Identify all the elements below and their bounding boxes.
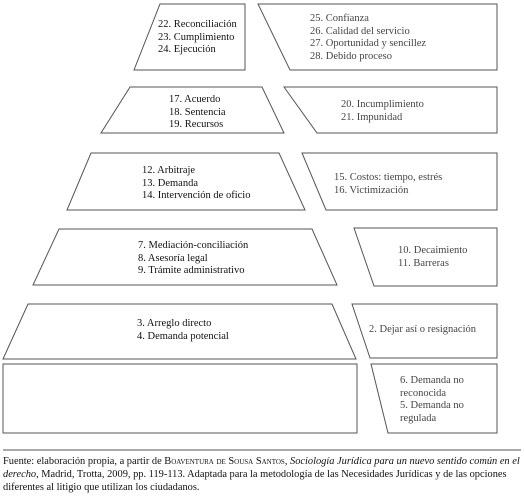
level-4-right-list	[334, 172, 442, 197]
level-5-right-list	[341, 99, 424, 124]
list-item: 2. Dejar así o resignación	[369, 324, 477, 335]
level-1-left-shape	[3, 364, 357, 433]
list-item: 23. Cumplimiento	[158, 31, 235, 43]
level-3-left-list	[138, 240, 248, 278]
list-item: 25. Confianza	[310, 13, 369, 24]
level-1-right-list	[400, 375, 492, 425]
caption-prefix: Fuente: elaboración propia, a partir de	[3, 456, 165, 467]
list-item: 5. Demanda no regulada	[400, 400, 464, 424]
list-item: 7. Mediación-conciliación	[138, 240, 249, 251]
list-item: 11. Barreras	[398, 257, 449, 269]
caption-title: Sociología Jurídica para un nuevo sentido común en el derecho	[3, 456, 520, 480]
list-item: 24. Ejecución	[158, 44, 216, 56]
list-item: 9. Trámite administrativo	[138, 265, 245, 277]
level-6-left-list	[158, 19, 237, 57]
list-item: 10. Decaimiento	[398, 245, 468, 256]
caption-sep: ,	[284, 456, 291, 467]
list-item: 14. Intervención de oficio	[142, 190, 251, 202]
list-item: 20. Incumplimiento	[341, 99, 424, 110]
level-5-left-list	[169, 94, 226, 132]
list-item: 13. Demanda	[142, 177, 198, 189]
list-item: 21. Impunidad	[341, 111, 403, 123]
list-item: 22. Reconciliación	[158, 19, 237, 30]
list-item: 28. Debido proceso	[310, 50, 392, 62]
source-caption	[3, 455, 521, 494]
level-6-right-list	[310, 13, 426, 63]
caption-author: Boaventura de Sousa Santos	[164, 456, 285, 467]
list-item: 8. Asesoría legal	[138, 252, 208, 264]
list-item: 26. Calidad del servicio	[310, 25, 410, 37]
list-item: 18. Sentencia	[169, 106, 226, 118]
level-2-left-list	[137, 318, 229, 343]
level-2-right-list	[369, 324, 476, 337]
list-item: 19. Recursos	[169, 119, 224, 131]
list-item: 17. Acuerdo	[169, 94, 221, 105]
list-item: 16. Victimización	[334, 184, 409, 196]
list-item: 4. Demanda potencial	[137, 330, 229, 342]
list-item: 3. Arreglo directo	[137, 318, 212, 329]
list-item: 15. Costos: tiempo, estrés	[334, 172, 443, 183]
level-4-left-list	[142, 165, 250, 203]
level-3-right-list	[398, 245, 467, 270]
list-item: 6. Demanda no reconocida	[400, 375, 464, 399]
list-item: 12. Arbitraje	[142, 165, 196, 176]
list-item: 27. Oportunidad y sencillez	[310, 38, 427, 50]
caption-rest: , Madrid, Trotta, 2009, pp. 119-113. Adaptada para la metodología de las Necesidades Jurídicas y de las opciones diferentes al litigio que utilizan los ciudadanos.	[3, 469, 507, 493]
